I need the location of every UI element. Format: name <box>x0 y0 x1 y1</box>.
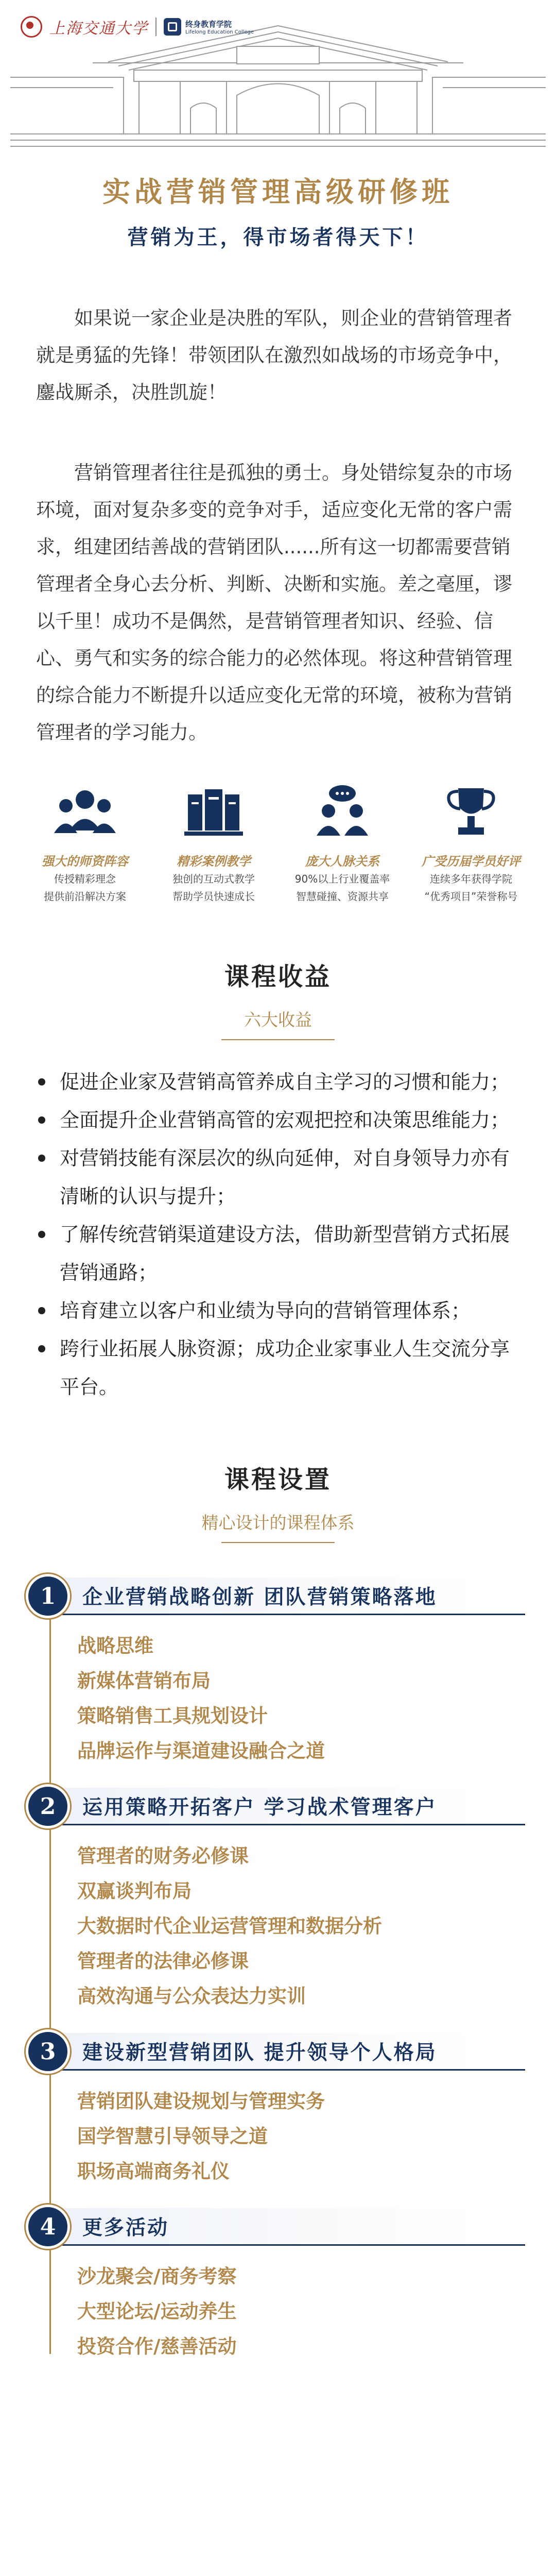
college-logo-icon <box>164 18 181 36</box>
books-icon <box>180 779 247 846</box>
header-logos <box>21 15 254 38</box>
feature-cases <box>152 779 275 904</box>
list-item: 投资合作/慈善活动 <box>77 2335 237 2358</box>
module-title: 建设新型营销团队 提升领导个人格局 <box>55 2033 525 2071</box>
list-item: 管理者的法律必修课 <box>77 1950 249 1972</box>
list-item: 全面提升企业营销高管的宏观把控和决策思维能力； <box>36 1101 520 1139</box>
feature-title: 庞大人脉关系 <box>305 854 379 869</box>
intro-paragraph-1: 如果说一家企业是决胜的军队，则企业的营销管理者就是勇猛的先锋！带领团队在激烈如战场的市场竞争中，鏖战厮杀，决胜凯旋！ <box>36 307 512 403</box>
university-logo-text: 上海交通大学 <box>49 20 148 38</box>
curriculum-divider <box>221 1542 335 1543</box>
benefits-divider <box>221 1039 335 1040</box>
feature-desc-line: 提供前沿解决方案 <box>44 890 126 903</box>
feature-desc-line: 独创的互动式教学 <box>172 873 255 885</box>
list-item: 新媒体营销布局 <box>77 1670 211 1692</box>
feature-desc-line: “优秀项目”荣誉称号 <box>424 890 518 903</box>
list-item: 品牌运作与渠道建设融合之道 <box>77 1740 325 1762</box>
list-item: 营销团队建设规划与管理实务 <box>77 2090 325 2112</box>
network-icon <box>309 779 376 846</box>
module-title: 运用策略开拓客户 学习战术管理客户 <box>55 1788 525 1825</box>
benefits-list <box>36 1063 520 1406</box>
curriculum-timeline <box>26 1574 525 2364</box>
list-item: 促进企业家及营销高管养成自主学习的习惯和能力； <box>36 1063 520 1101</box>
feature-desc-line: 连续多年获得学院 <box>430 873 512 885</box>
faculty-icon <box>51 779 118 846</box>
list-item: 沙龙聚会/商务考察 <box>77 2265 237 2287</box>
university-seal-icon <box>21 16 42 38</box>
feature-highlights <box>21 779 535 904</box>
module-3 <box>26 2029 525 2189</box>
module-title: 更多活动 <box>55 2208 525 2246</box>
feature-network <box>281 779 404 904</box>
list-item: 跨行业拓展人脉资源；成功企业家事业人生交流分享平台。 <box>36 1330 520 1406</box>
list-item: 管理者的财务必修课 <box>77 1845 249 1867</box>
module-4 <box>26 2205 525 2364</box>
module-1 <box>26 1574 525 1769</box>
feature-desc-line: 90%以上行业覆盖率 <box>294 873 390 885</box>
module-number-badge: 4 <box>26 2205 70 2249</box>
list-item: 大型论坛/运动养生 <box>77 2300 237 2323</box>
list-item: 了解传统营销渠道建设方法，借助新型营销方式拓展营销通路； <box>36 1215 520 1292</box>
module-2 <box>26 1784 525 2014</box>
feature-desc-line: 帮助学员快速成长 <box>172 890 255 903</box>
list-item: 培育建立以客户和业绩为导向的营销管理体系； <box>36 1292 520 1330</box>
curriculum-title: 课程设置 <box>224 1465 332 1494</box>
feature-desc-line: 传授精彩理念 <box>54 873 116 885</box>
page-subtitle: 营销为王，得市场者得天下！ <box>127 226 429 249</box>
feature-faculty <box>23 779 147 904</box>
intro-paragraph-2: 营销管理者往往是孤独的勇士。身处错综复杂的市场环境，面对复杂多变的竞争对手，适应变化无常的客户需求，组建团结善战的营销团队......所有这一切都需要营销管理者全身心去分析、判断、决断和实施。差之毫厘，谬以千里！成功不是偶然，是营销管理者知识、经验、信心、勇气和实务的综合能力的必然体现。将这种营销管理的综合能力不断提升以适应变化无常的环境，被称为营销管理者的学习能力。 <box>36 462 512 743</box>
college-logo <box>164 18 254 36</box>
list-item: 策略销售工具规划设计 <box>77 1705 268 1727</box>
list-item: 对营销技能有深层次的纵向延伸，对自身领导力亦有清晰的认识与提升； <box>36 1139 520 1215</box>
module-title: 企业营销战略创新 团队营销策略落地 <box>55 1578 525 1615</box>
hero-banner <box>0 0 556 155</box>
logo-divider <box>155 18 157 36</box>
feature-title: 强大的师资阵容 <box>42 854 128 869</box>
feature-reputation <box>409 779 533 904</box>
title-block <box>0 155 556 250</box>
college-name-en: Lifelong Education College <box>185 29 254 35</box>
page-title: 实战营销管理高级研修班 <box>102 176 454 208</box>
benefits-title: 课程收益 <box>224 962 332 991</box>
list-item: 职场高端商务礼仪 <box>77 2160 230 2182</box>
benefits-subtitle: 六大收益 <box>244 1010 312 1030</box>
curriculum-subtitle: 精心设计的课程体系 <box>201 1513 355 1533</box>
list-item: 战略思维 <box>77 1635 153 1657</box>
list-item: 国学智慧引导领导之道 <box>77 2125 268 2147</box>
trophy-icon <box>438 779 505 846</box>
feature-desc-line: 智慧碰撞、资源共享 <box>296 890 389 903</box>
module-number-badge: 3 <box>26 2029 70 2074</box>
list-item: 高效沟通与公众表达力实训 <box>77 1985 306 2007</box>
module-number-badge: 1 <box>26 1574 70 1618</box>
list-item: 双赢谈判布局 <box>77 1880 192 1902</box>
module-number-badge: 2 <box>26 1784 70 1828</box>
college-name-cn: 终身教育学院 <box>185 20 232 29</box>
list-item: 大数据时代企业运营管理和数据分析 <box>77 1915 382 1937</box>
feature-title: 精彩案例教学 <box>177 854 251 869</box>
feature-title: 广受历届学员好评 <box>422 854 520 869</box>
